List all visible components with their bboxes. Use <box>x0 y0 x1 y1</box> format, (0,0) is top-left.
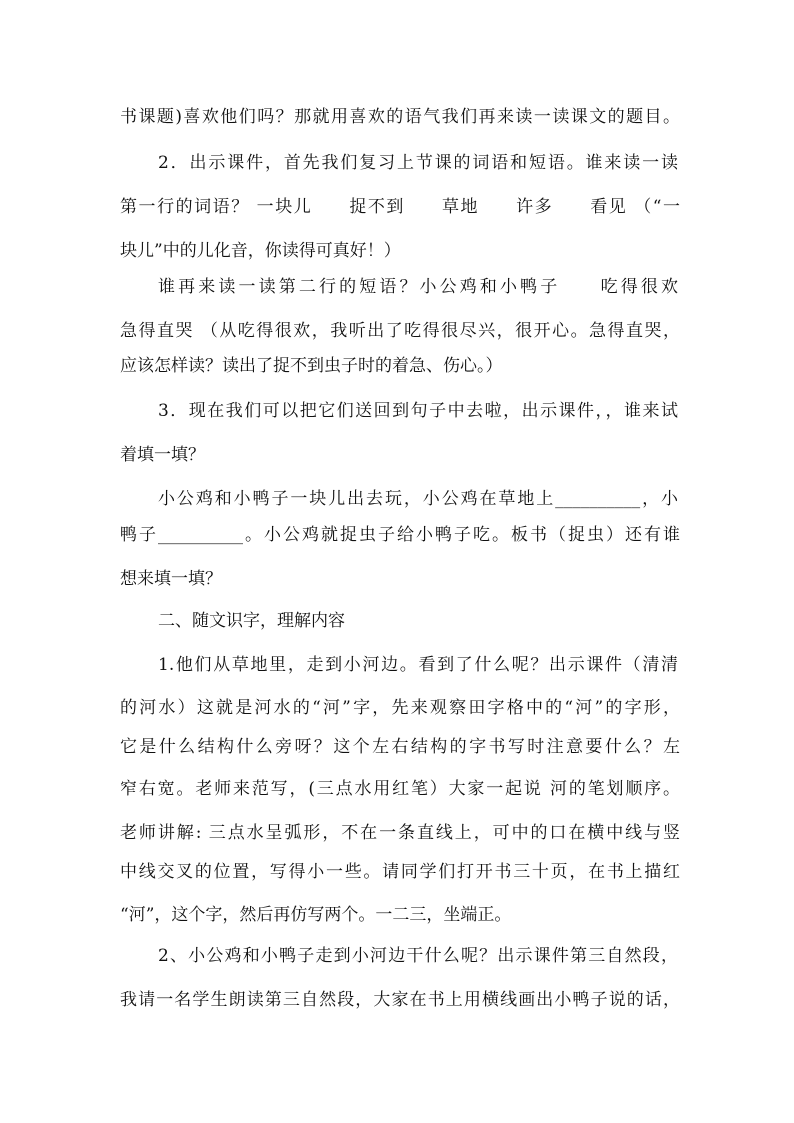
text-line: 想来填一填？ <box>120 569 222 589</box>
text-line: 2．出示课件，首先我们复习上节课的词语和短语。谁来读一读 <box>158 153 678 173</box>
text-line: 谁再来读一读第二行的短语？小公鸡和小鸭子 吃得很欢 <box>158 277 678 297</box>
text-line: 2、小公鸡和小鸭子走到小河边干什么呢？出示课件第三自然段， <box>158 946 678 966</box>
text-line: 窄右宽。老师来范写，(三点水用红笔）大家一起说 河的笔划顺序。 <box>120 779 680 799</box>
text-line: 应该怎样读？读出了捉不到虫子时的着急、伤心。） <box>120 356 503 376</box>
text-line: 3．现在我们可以把它们送回到句子中去啦，出示课件，，谁来试 <box>158 401 678 421</box>
text-line: 老师讲解: 三点水呈弧形，不在一条直线上，可中的口在横中线与竖 <box>120 823 680 843</box>
text-line: 的河水）这就是河水的“河”字，先来观察田字格中的“河”的字形， <box>120 698 680 718</box>
text-line: 我请一名学生朗读第三自然段，大家在书上用横线画出小鸭子说的话， <box>120 990 680 1010</box>
text-line: “河”，这个字，然后再仿写两个。一二三，坐端正。 <box>120 905 512 925</box>
text-line: 书课题)喜欢他们吗？那就用喜欢的语气我们再来读一读课文的题目。 <box>120 107 680 127</box>
text-line: 第一行的词语？ 一块儿 捉不到 草地 许多 看见 （“一 <box>120 197 680 217</box>
text-line: 块儿”中的儿化音，你读得可真好！） <box>120 241 401 261</box>
text-line: 鸭子__________。小公鸡就捉虫子给小鸭子吃。板书（捉虫）还有谁 <box>120 525 680 545</box>
text-line: 小公鸡和小鸭子一块儿出去玩，小公鸡在草地上__________，小 <box>158 489 678 509</box>
text-line: 着填一填？ <box>120 445 205 465</box>
section-heading: 二、随文识字，理解内容 <box>158 611 345 631</box>
text-line: 急得直哭 （从吃得很欢，我听出了吃得很尽兴，很开心。急得直哭， <box>120 321 680 341</box>
text-line: 1.他们从草地里，走到小河边。看到了什么呢？出示课件（清清 <box>158 655 678 675</box>
text-line: 它是什么结构什么旁呀？这个左右结构的字书写时注意要什么？左 <box>120 737 680 757</box>
text-line: 中线交叉的位置，写得小一些。请同学们打开书三十页，在书上描红 <box>120 862 680 882</box>
